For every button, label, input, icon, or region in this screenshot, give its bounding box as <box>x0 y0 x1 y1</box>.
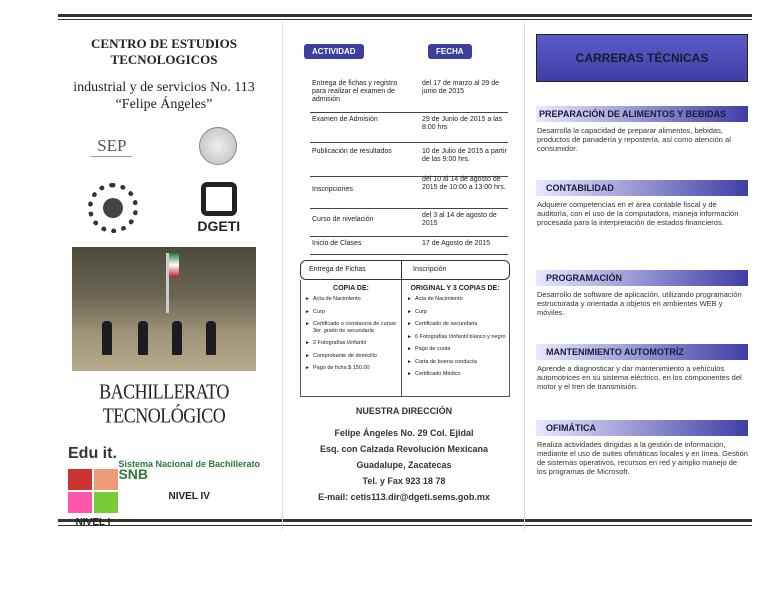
career-title: MANTENIMIENTO AUTOMOTRÍZ <box>536 344 748 360</box>
list-item: ► Pago de cuota <box>407 346 507 353</box>
list-item: ► Acta de Nacimiento <box>407 296 507 303</box>
schedule-row: Entrega de fichas y registro para realizar el examen de admisión del 17 de marzo al 29 de junio de 2015 <box>310 80 508 113</box>
email: E-mail: cetis113.dir@dgeti.sems.gob.mx <box>318 492 490 502</box>
list-item: ► Curp <box>305 309 401 316</box>
schedule-row: Inicio de Clases 17 de Agosto de 2015 <box>310 240 508 255</box>
schedule-row: Inscripciones del 10 al 14 de agosto de 2015 de 10:00 a 13:00 hrs. <box>310 176 508 209</box>
career-text: Desarrollo de software de aplicación, utilizando programación estructurada y orientada a objetos en ambientes WEB y móviles. <box>537 290 742 317</box>
activity-header: ACTIVIDAD <box>304 44 364 59</box>
school-name: CENTRO DE ESTUDIOS TECNOLOGICOS <box>91 36 237 67</box>
original-column <box>403 280 507 396</box>
list-item: ► Comprobante de domicilio <box>305 353 401 360</box>
dgeti-label: DGETI <box>197 218 241 234</box>
requirements-table <box>300 280 510 397</box>
requirements-header <box>300 260 510 280</box>
list-item: ► 6 Fotografías t/infantil blanco y negro <box>407 334 507 341</box>
level-4-label: NIVEL IV <box>168 491 210 502</box>
list-item: ► Certificado o constancia de cursar 3er. grado de secundaria <box>305 321 401 334</box>
career-section <box>536 270 748 317</box>
career-title: PREPARACIÓN DE ALIMENTOS Y BEBIDAS <box>536 106 748 122</box>
date-header: FECHA <box>428 44 472 59</box>
list-item: ► Curp <box>407 309 507 316</box>
admission-panel <box>296 28 512 528</box>
fold-line-1 <box>282 22 283 530</box>
career-section <box>536 344 748 391</box>
list-item: ► Pago de ficha $ 150.00 <box>305 365 401 372</box>
career-text: Adquiere competencias en el área contable fiscal y de auditoría, con el uso de la computadora, maneja información procesada para la interpretación de estados financieros. <box>537 200 739 227</box>
top-rule-thin <box>58 19 752 20</box>
sep-logo: SEP <box>91 136 132 157</box>
snb-logo <box>118 459 260 481</box>
program-title: BACHILLERATO TECNOLÓGICO <box>99 379 229 427</box>
careers-panel <box>536 28 748 528</box>
cover-panel <box>58 28 270 528</box>
eduit-squares-icon <box>68 469 118 513</box>
career-title: OFIMÁTICA <box>536 420 748 436</box>
fold-line-2 <box>524 22 525 530</box>
list-item: ► Carta de buena conducta <box>407 359 507 366</box>
req-col1-title: Entrega de Fichas <box>309 266 366 273</box>
snb-abbr: SNB <box>118 466 148 482</box>
cetis-gear-logo-icon <box>88 183 138 233</box>
career-section <box>536 106 748 153</box>
school-nickname: “Felipe Ángeles” <box>115 97 213 112</box>
address-block <box>296 406 512 508</box>
schedule-row: Publicación de resultados 10 de Julio de 2015 a partir de las 9:00 hrs. <box>310 148 508 177</box>
eduit-logo: Edu it. <box>68 445 117 462</box>
list-item: ► Certificado Médico <box>407 371 507 378</box>
institution-logos <box>58 177 270 239</box>
national-seal-icon <box>199 127 237 165</box>
address-line-2: Esq. con Calzada Revolución Mexicana <box>319 444 489 454</box>
copy-column <box>301 280 402 396</box>
top-rule <box>58 14 752 17</box>
career-title: CONTABILIDAD <box>536 180 748 196</box>
careers-banner <box>536 34 748 82</box>
career-text: Aprende a diagnosticar y dar mantenimiento a vehículos automotrices en su sistema eléctrico, en los componentes del motor y el tren de transmisión. <box>537 364 742 391</box>
list-item: ► Acta de Nacimiento <box>305 296 401 303</box>
career-text: Desarrolla la capacidad de preparar alimentos, bebidas, productos de panadería y repostería, así como atención al consumidor. <box>537 126 731 153</box>
dgeti-logo <box>197 182 240 234</box>
list-item: ► Certificado de secundaria <box>407 321 507 328</box>
students-photo <box>72 247 256 371</box>
level-1-label: NIVEL I <box>75 517 111 528</box>
copy-title: COPIA DE: <box>333 285 369 292</box>
career-section <box>536 420 748 476</box>
career-section <box>536 180 748 227</box>
snb-name: Sistema Nacional de Bachillerato <box>118 459 260 469</box>
dgeti-mark-icon <box>201 182 237 216</box>
flag-icon <box>166 253 169 313</box>
snb-badge <box>118 459 260 528</box>
address-line-1: Felipe Ángeles No. 29 Col. Ejidal <box>334 428 474 438</box>
schedule-row: Curso de nivelación del 3 al 14 de agosto de 2015 <box>310 212 508 237</box>
accreditation-levels <box>58 445 270 528</box>
career-title: PROGRAMACIÓN <box>536 270 748 286</box>
phone: Tel. y Fax 923 18 78 <box>362 476 446 486</box>
career-text: Realiza actividades dirigidas a la gestión de información, mediante el uso de suites ofimáticas locales y en línea. Gestión de sistemas operativos, recursos en red y amplio manejo de los programas de Microsoft. <box>537 440 748 476</box>
address-title: NUESTRA DIRECCIÓN <box>355 406 453 416</box>
eduit-badge <box>68 445 118 528</box>
careers-banner-title: CARRERAS TÉCNICAS <box>575 51 709 65</box>
original-title: ORIGINAL Y 3 COPIAS DE: <box>410 285 500 292</box>
school-subtitle: industrial y de servicios No. 113 <box>73 80 255 95</box>
address-line-3: Guadalupe, Zacatecas <box>356 460 452 470</box>
list-item: ► 2 Fotografías t/infantil <box>305 340 401 347</box>
schedule-row: Examen de Admisión 29 de Junio de 2015 a las 8:00 hrs <box>310 116 508 143</box>
government-logos <box>58 123 270 169</box>
req-col2-title: Inscripción <box>413 266 447 273</box>
